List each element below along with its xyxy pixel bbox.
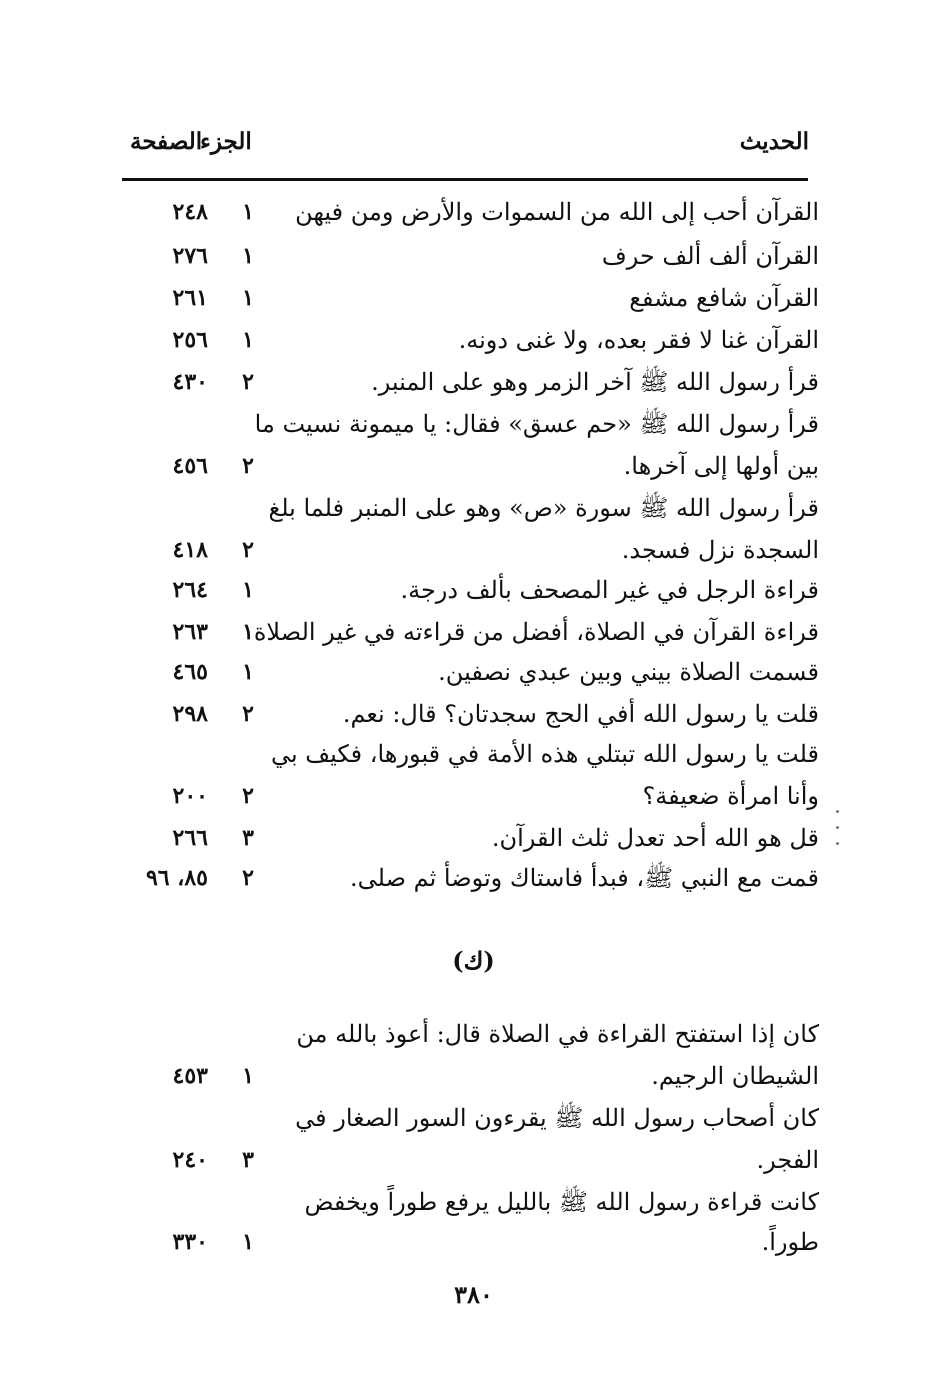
hadith-text-line: قلت يا رسول الله أفي الحج سجدتان؟ قال: نعم. — [342, 700, 819, 728]
page-reference: ٤٥٣ — [172, 1063, 208, 1089]
juz-number: ١ — [242, 577, 254, 603]
juz-number: ١ — [242, 285, 254, 311]
page-reference: ٢٦٦ — [172, 825, 208, 851]
juz-number: ٢ — [242, 453, 254, 479]
margin-mark — [836, 826, 839, 829]
juz-number: ١ — [242, 327, 254, 353]
page-reference: ٨٥، ٩٦ — [145, 865, 208, 891]
hadith-text-line: قمت مع النبي ﷺ، فبدأ فاستاك وتوضأ ثم صلى. — [350, 864, 819, 892]
column-header-juz: الجزء — [200, 128, 252, 155]
juz-number: ٢ — [242, 865, 254, 891]
page-reference: ٣٣٠ — [172, 1229, 208, 1255]
page-reference: ٤٦٥ — [172, 659, 208, 685]
page-reference: ٢٩٨ — [172, 701, 208, 727]
page-reference: ٤٥٦ — [172, 453, 208, 479]
hadith-text-line: قرأ رسول الله ﷺ سورة «ص» وهو على المنبر فلما بلغ — [268, 494, 819, 522]
margin-mark — [836, 842, 839, 845]
hadith-text-line: قسمت الصلاة بيني وبين عبدي نصفين. — [438, 658, 819, 686]
juz-number: ٣ — [242, 825, 254, 851]
hadith-text-line: قراءة الرجل في غير المصحف بألف درجة. — [400, 576, 819, 604]
page-reference: ٢٧٦ — [172, 243, 208, 269]
page-number: ٣٨٠ — [454, 1280, 493, 1309]
hadith-text-line: وأنا امرأة ضعيفة؟ — [642, 782, 819, 810]
juz-number: ٢ — [242, 537, 254, 563]
column-header-page: الصفحة — [130, 128, 203, 155]
column-header-hadith: الحديث — [739, 128, 809, 155]
hadith-text-line: الفجر. — [756, 1146, 819, 1174]
page-reference: ٢٦١ — [172, 285, 208, 311]
hadith-text-line: طوراً. — [761, 1228, 819, 1256]
hadith-text-line: كان إذا استفتح القراءة في الصلاة قال: أعوذ بالله من — [296, 1020, 819, 1048]
juz-number: ١ — [242, 619, 254, 645]
juz-number: ٢ — [242, 369, 254, 395]
juz-number: ١ — [242, 1063, 254, 1089]
page-reference: ٢٦٤ — [172, 577, 208, 603]
juz-number: ١ — [242, 1229, 254, 1255]
hadith-text-line: القرآن ألف ألف حرف — [601, 242, 819, 270]
header-rule — [122, 178, 808, 181]
juz-number: ٢ — [242, 701, 254, 727]
page-reference: ٢٠٠ — [172, 783, 208, 809]
section-heading-kaf: (ك) — [452, 946, 495, 975]
hadith-text-line: بين أولها إلى آخرها. — [623, 452, 819, 480]
juz-number: ١ — [242, 659, 254, 685]
hadith-text-line: القرآن غنا لا فقر بعده، ولا غنى دونه. — [458, 326, 819, 354]
juz-number: ١ — [242, 243, 254, 269]
margin-mark — [836, 810, 839, 813]
hadith-text-line: قل هو الله أحد تعدل ثلث القرآن. — [491, 824, 819, 852]
juz-number: ١ — [242, 199, 254, 225]
page-reference: ٢٤٠ — [172, 1147, 208, 1173]
hadith-text-line: القرآن أحب إلى الله من السموات والأرض ومن فيهن — [295, 198, 819, 226]
hadith-text-line: قلت يا رسول الله تبتلي هذه الأمة في قبورها، فكيف بي — [270, 740, 819, 768]
hadith-text-line: السجدة نزل فسجد. — [621, 536, 819, 564]
page-reference: ٤٣٠ — [172, 369, 208, 395]
page-reference: ٢٤٨ — [172, 199, 208, 225]
hadith-text-line: القرآن شافع مشفع — [629, 284, 819, 312]
page-reference: ٢٦٣ — [172, 619, 208, 645]
hadith-text-line: كان أصحاب رسول الله ﷺ يقرءون السور الصغار في — [295, 1104, 819, 1132]
hadith-text-line: قرأ رسول الله ﷺ «حم عسق» فقال: يا ميمونة نسيت ما — [254, 410, 819, 438]
hadith-text-line: قرأ رسول الله ﷺ آخر الزمر وهو على المنبر. — [371, 368, 819, 396]
hadith-text-line: الشيطان الرجيم. — [651, 1062, 819, 1090]
juz-number: ٣ — [242, 1147, 254, 1173]
page-reference: ٢٥٦ — [172, 327, 208, 353]
page-reference: ٤١٨ — [172, 537, 208, 563]
hadith-text-line: قراءة القرآن في الصلاة، أفضل من قراءته في غير الصلاة — [253, 618, 819, 646]
hadith-text-line: كانت قراءة رسول الله ﷺ بالليل يرفع طوراً ويخفض — [304, 1188, 819, 1216]
juz-number: ٢ — [242, 783, 254, 809]
